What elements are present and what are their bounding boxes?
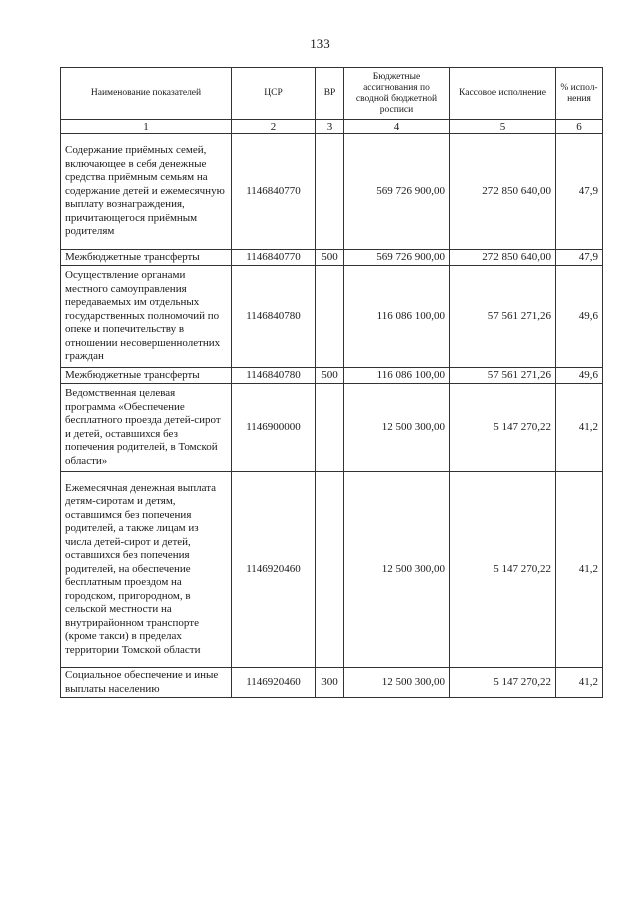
indicator-name: Социальное обеспечение и иные выплаты населению: [61, 668, 232, 698]
budget-allocations: 116 086 100,00: [344, 368, 450, 384]
table-row: [61, 668, 603, 698]
column-number: 1: [61, 120, 232, 134]
table-row: [61, 384, 603, 472]
cash-execution: 57 561 271,26: [450, 368, 556, 384]
indicator-name: Ведомственная целевая программа «Обеспечение бесплатного проезда детей-сирот и детей, оставшихся без попечения родителей, в Томской области»: [61, 384, 232, 472]
csr-code: 1146840780: [232, 266, 316, 368]
budget-allocations: 116 086 100,00: [344, 266, 450, 368]
table-row: [61, 250, 603, 266]
vr-code: [316, 472, 344, 668]
table-row: [61, 368, 603, 384]
execution-percent: 41,2: [556, 668, 603, 698]
indicator-name: Содержание приёмных семей, включающее в себя денежные средства приёмным семьям на содержание детей и ежемесячную выплату вознаграждения, причитающегося приёмным родителям: [61, 134, 232, 250]
execution-percent: 49,6: [556, 368, 603, 384]
execution-percent: 47,9: [556, 250, 603, 266]
column-number: 2: [232, 120, 316, 134]
vr-code: 500: [316, 368, 344, 384]
table-row: [61, 134, 603, 250]
cash-execution: 57 561 271,26: [450, 266, 556, 368]
budget-allocations: 12 500 300,00: [344, 472, 450, 668]
execution-percent: 49,6: [556, 266, 603, 368]
execution-percent: 41,2: [556, 384, 603, 472]
cash-execution: 5 147 270,22: [450, 472, 556, 668]
budget-execution-table: [60, 67, 603, 698]
column-number: 4: [344, 120, 450, 134]
vr-code: 300: [316, 668, 344, 698]
header-vr: ВР: [316, 68, 344, 120]
cash-execution: 272 850 640,00: [450, 250, 556, 266]
budget-allocations: 569 726 900,00: [344, 250, 450, 266]
indicator-name: Межбюджетные трансферты: [61, 368, 232, 384]
cash-execution: 5 147 270,22: [450, 384, 556, 472]
header-cash-execution: Кассовое исполнение: [450, 68, 556, 120]
indicator-name: Ежемесячная денежная выплата детям-сиротам и детям, оставшимся без попечения родителей, а также лицам из числа детей-сирот и детей, оставшихся без попечения родителей, на обеспечение бесплатным проездом на городском, пригородном, в сельской местности на внутрирайонном транспорте (кроме такси) в пределах территории Томской области: [61, 472, 232, 668]
header-csr: ЦСР: [232, 68, 316, 120]
execution-percent: 41,2: [556, 472, 603, 668]
budget-allocations: 12 500 300,00: [344, 384, 450, 472]
csr-code: 1146840780: [232, 368, 316, 384]
column-number-row: [61, 120, 603, 134]
vr-code: [316, 134, 344, 250]
indicator-name: Осуществление органами местного самоуправления передаваемых им отдельных государственных полномочий по опеке и попечительству в отношении несовершеннолетних граждан: [61, 266, 232, 368]
vr-code: 500: [316, 250, 344, 266]
budget-allocations: 569 726 900,00: [344, 134, 450, 250]
column-number: 6: [556, 120, 603, 134]
column-number: 3: [316, 120, 344, 134]
csr-code: 1146920460: [232, 668, 316, 698]
csr-code: 1146840770: [232, 250, 316, 266]
table-row: [61, 266, 603, 368]
header-execution-percent: % испол-нения: [556, 68, 603, 120]
indicator-name: Межбюджетные трансферты: [61, 250, 232, 266]
header-indicator-name: Наименование показателей: [61, 68, 232, 120]
header-budget-allocations: Бюджетные ассигнования по сводной бюджетной росписи: [344, 68, 450, 120]
csr-code: 1146900000: [232, 384, 316, 472]
table-header-row: [61, 68, 603, 120]
cash-execution: 5 147 270,22: [450, 668, 556, 698]
csr-code: 1146840770: [232, 134, 316, 250]
vr-code: [316, 266, 344, 368]
execution-percent: 47,9: [556, 134, 603, 250]
page-number: 133: [310, 36, 330, 51]
vr-code: [316, 384, 344, 472]
cash-execution: 272 850 640,00: [450, 134, 556, 250]
table-row: [61, 472, 603, 668]
budget-allocations: 12 500 300,00: [344, 668, 450, 698]
column-number: 5: [450, 120, 556, 134]
csr-code: 1146920460: [232, 472, 316, 668]
